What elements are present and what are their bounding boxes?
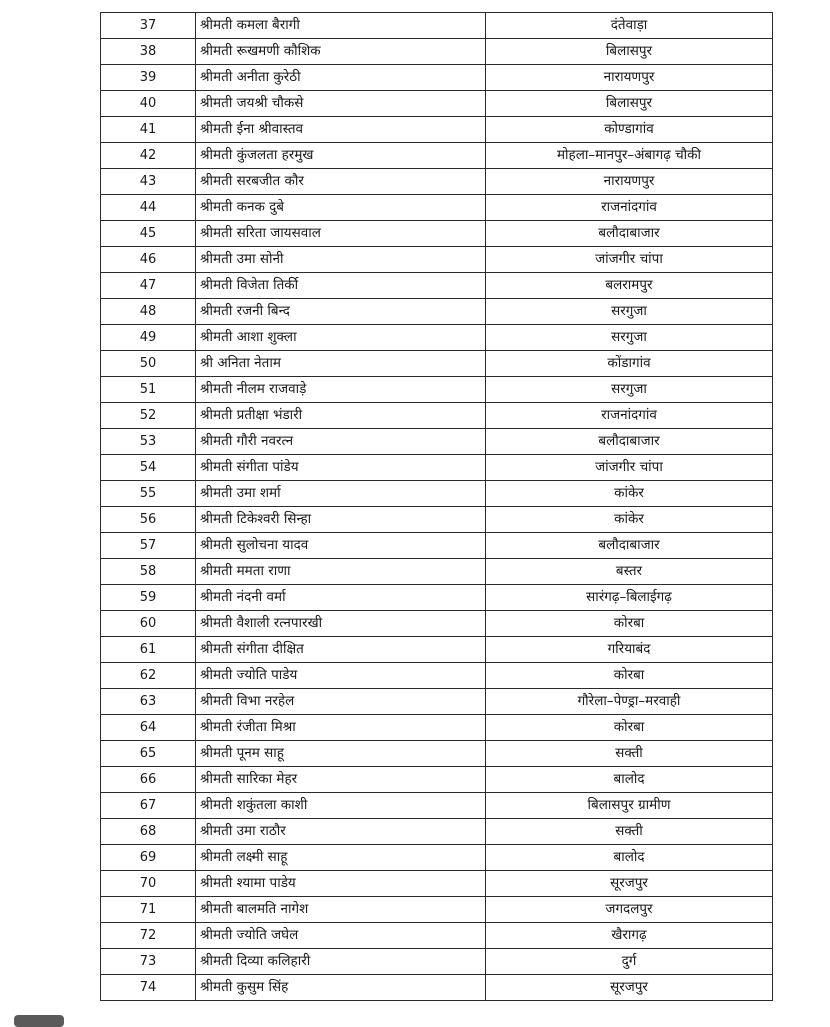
member-name-cell: श्री अनिता नेताम [196, 351, 486, 377]
district-cell: बालोद [486, 845, 773, 871]
district-cell: कांकेर [486, 507, 773, 533]
table-row [101, 169, 773, 195]
row-number-cell: 74 [101, 975, 196, 1001]
row-number-cell: 72 [101, 923, 196, 949]
scrollbar-thumb[interactable] [14, 1015, 64, 1027]
row-number-cell: 71 [101, 897, 196, 923]
table-row [101, 975, 773, 1001]
member-name-cell: श्रीमती रूखमणी कौशिक [196, 39, 486, 65]
district-cell: बिलासपुर [486, 39, 773, 65]
row-number-cell: 48 [101, 299, 196, 325]
member-name-cell: श्रीमती विजेता तिर्की [196, 273, 486, 299]
district-cell: खैरागढ़ [486, 923, 773, 949]
member-name-cell: श्रीमती उमा राठौर [196, 819, 486, 845]
district-cell: बलौदाबाजार [486, 221, 773, 247]
table-row [101, 845, 773, 871]
row-number-cell: 61 [101, 637, 196, 663]
district-cell: कांकेर [486, 481, 773, 507]
member-name-cell: श्रीमती ममता राणा [196, 559, 486, 585]
row-number-cell: 53 [101, 429, 196, 455]
table-row [101, 221, 773, 247]
row-number-cell: 43 [101, 169, 196, 195]
row-number-cell: 41 [101, 117, 196, 143]
district-cell: सारंगढ़–बिलाईगढ़ [486, 585, 773, 611]
district-cell: कोंडागांव [486, 351, 773, 377]
district-cell: बलरामपुर [486, 273, 773, 299]
table-row [101, 351, 773, 377]
table-row [101, 429, 773, 455]
row-number-cell: 37 [101, 13, 196, 39]
table-row [101, 195, 773, 221]
table-row [101, 403, 773, 429]
member-name-cell: श्रीमती कमला बैरागी [196, 13, 486, 39]
table-row [101, 377, 773, 403]
row-number-cell: 70 [101, 871, 196, 897]
member-name-cell: श्रीमती लक्ष्मी साहू [196, 845, 486, 871]
table-row [101, 143, 773, 169]
member-name-cell: श्रीमती सरिता जायसवाल [196, 221, 486, 247]
table-row [101, 689, 773, 715]
row-number-cell: 54 [101, 455, 196, 481]
district-cell: सरगुजा [486, 377, 773, 403]
member-name-cell: श्रीमती सारिका मेहर [196, 767, 486, 793]
member-name-cell: श्रीमती उमा सोनी [196, 247, 486, 273]
district-cell: बलौदाबाजार [486, 533, 773, 559]
table-row [101, 299, 773, 325]
table-row [101, 715, 773, 741]
row-number-cell: 66 [101, 767, 196, 793]
row-number-cell: 69 [101, 845, 196, 871]
row-number-cell: 60 [101, 611, 196, 637]
district-cell: कोरबा [486, 663, 773, 689]
member-name-cell: श्रीमती जयश्री चौकसे [196, 91, 486, 117]
row-number-cell: 38 [101, 39, 196, 65]
table-row [101, 325, 773, 351]
row-number-cell: 40 [101, 91, 196, 117]
member-name-cell: श्रीमती कुंजलता हरमुख [196, 143, 486, 169]
row-number-cell: 63 [101, 689, 196, 715]
member-name-cell: श्रीमती दिव्या कलिहारी [196, 949, 486, 975]
row-number-cell: 52 [101, 403, 196, 429]
table-row [101, 897, 773, 923]
district-cell: कोण्डागांव [486, 117, 773, 143]
row-number-cell: 64 [101, 715, 196, 741]
member-name-cell: श्रीमती ज्योति पाडेय [196, 663, 486, 689]
table-row [101, 65, 773, 91]
member-name-cell: श्रीमती ज्योति जघेल [196, 923, 486, 949]
district-cell: सरगुजा [486, 325, 773, 351]
table-row [101, 455, 773, 481]
row-number-cell: 50 [101, 351, 196, 377]
table-row [101, 117, 773, 143]
table-row [101, 91, 773, 117]
member-name-cell: श्रीमती शकुंतला काशी [196, 793, 486, 819]
member-name-cell: श्रीमती ईना श्रीवास्तव [196, 117, 486, 143]
row-number-cell: 42 [101, 143, 196, 169]
district-cell: बलौदाबाजार [486, 429, 773, 455]
member-name-cell: श्रीमती टिकेश्वरी सिन्हा [196, 507, 486, 533]
member-name-cell: श्रीमती संगीता पांडेय [196, 455, 486, 481]
row-number-cell: 46 [101, 247, 196, 273]
table-row [101, 663, 773, 689]
row-number-cell: 67 [101, 793, 196, 819]
table-row [101, 923, 773, 949]
district-cell: दुर्ग [486, 949, 773, 975]
table-row [101, 13, 773, 39]
table-row [101, 819, 773, 845]
district-cell: मोहला–मानपुर–अंबागढ़ चौकी [486, 143, 773, 169]
district-cell: सूरजपुर [486, 871, 773, 897]
district-cell: सक्ती [486, 741, 773, 767]
row-number-cell: 58 [101, 559, 196, 585]
district-cell: गौरेला–पेण्ड्रा–मरवाही [486, 689, 773, 715]
member-name-cell: श्रीमती अनीता कुरेठी [196, 65, 486, 91]
table-row [101, 611, 773, 637]
row-number-cell: 56 [101, 507, 196, 533]
member-name-cell: श्रीमती विभा नरहेल [196, 689, 486, 715]
members-table-body [101, 13, 773, 1001]
district-cell: जांजगीर चांपा [486, 247, 773, 273]
member-name-cell: श्रीमती श्यामा पाडेय [196, 871, 486, 897]
table-row [101, 741, 773, 767]
row-number-cell: 73 [101, 949, 196, 975]
district-cell: सरगुजा [486, 299, 773, 325]
row-number-cell: 68 [101, 819, 196, 845]
district-cell: राजनांदगांव [486, 195, 773, 221]
table-row [101, 273, 773, 299]
district-cell: बिलासपुर [486, 91, 773, 117]
table-row [101, 767, 773, 793]
row-number-cell: 49 [101, 325, 196, 351]
member-name-cell: श्रीमती कनक दुबे [196, 195, 486, 221]
district-cell: सूरजपुर [486, 975, 773, 1001]
district-cell: गरियाबंद [486, 637, 773, 663]
row-number-cell: 62 [101, 663, 196, 689]
district-cell: जगदलपुर [486, 897, 773, 923]
table-row [101, 871, 773, 897]
row-number-cell: 45 [101, 221, 196, 247]
district-cell: बिलासपुर ग्रामीण [486, 793, 773, 819]
members-table [100, 12, 773, 1001]
member-name-cell: श्रीमती रंजीता मिश्रा [196, 715, 486, 741]
member-name-cell: श्रीमती संगीता दीक्षित [196, 637, 486, 663]
row-number-cell: 44 [101, 195, 196, 221]
district-cell: सक्ती [486, 819, 773, 845]
member-name-cell: श्रीमती प्रतीक्षा भंडारी [196, 403, 486, 429]
member-name-cell: श्रीमती कुसुम सिंह [196, 975, 486, 1001]
table-row [101, 507, 773, 533]
member-name-cell: श्रीमती सरबजीत कौर [196, 169, 486, 195]
member-name-cell: श्रीमती गौरी नवरत्न [196, 429, 486, 455]
district-cell: राजनांदगांव [486, 403, 773, 429]
member-name-cell: श्रीमती आशा शुक्ला [196, 325, 486, 351]
member-name-cell: श्रीमती रजनी बिन्द [196, 299, 486, 325]
row-number-cell: 59 [101, 585, 196, 611]
row-number-cell: 65 [101, 741, 196, 767]
member-name-cell: श्रीमती सुलोचना यादव [196, 533, 486, 559]
table-row [101, 585, 773, 611]
member-name-cell: श्रीमती वैशाली रत्नपारखी [196, 611, 486, 637]
district-cell: नारायणपुर [486, 169, 773, 195]
table-row [101, 39, 773, 65]
table-row [101, 247, 773, 273]
member-name-cell: श्रीमती नंदनी वर्मा [196, 585, 486, 611]
row-number-cell: 55 [101, 481, 196, 507]
row-number-cell: 39 [101, 65, 196, 91]
district-cell: दंतेवाड़ा [486, 13, 773, 39]
table-row [101, 949, 773, 975]
table-row [101, 533, 773, 559]
row-number-cell: 47 [101, 273, 196, 299]
district-cell: बस्तर [486, 559, 773, 585]
table-row [101, 481, 773, 507]
member-name-cell: श्रीमती उमा शर्मा [196, 481, 486, 507]
district-cell: कोरबा [486, 715, 773, 741]
district-cell: जांजगीर चांपा [486, 455, 773, 481]
district-cell: बालोद [486, 767, 773, 793]
row-number-cell: 51 [101, 377, 196, 403]
district-cell: नारायणपुर [486, 65, 773, 91]
table-row [101, 559, 773, 585]
member-name-cell: श्रीमती पूनम साहू [196, 741, 486, 767]
district-cell: कोरबा [486, 611, 773, 637]
table-row [101, 793, 773, 819]
member-name-cell: श्रीमती नीलम राजवाड़े [196, 377, 486, 403]
member-name-cell: श्रीमती बालमति नागेश [196, 897, 486, 923]
row-number-cell: 57 [101, 533, 196, 559]
table-row [101, 637, 773, 663]
